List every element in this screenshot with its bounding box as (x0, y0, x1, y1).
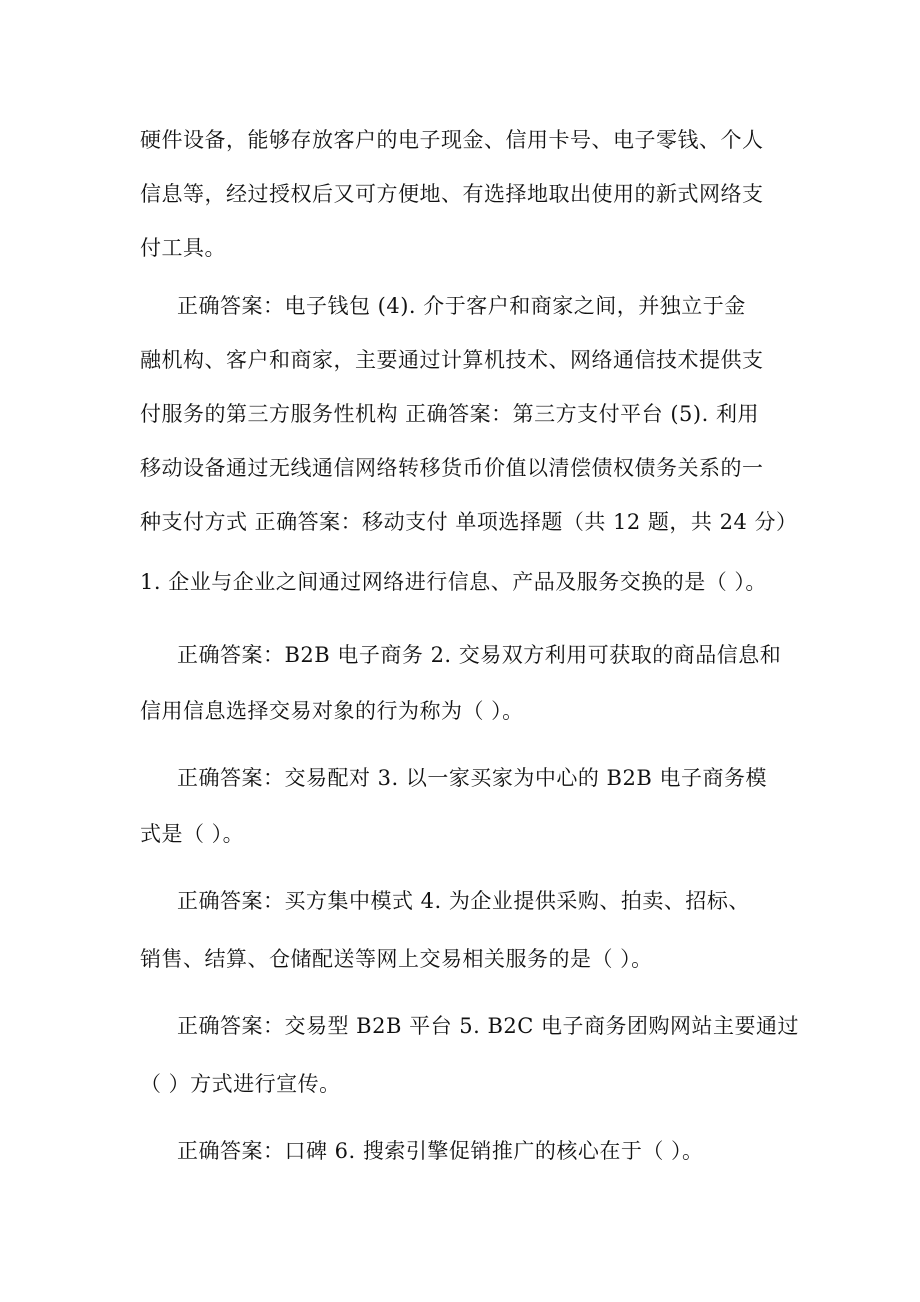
text-line-7: 移动设备通过无线通信网络转移货币价值以清偿债权债务关系的一 (140, 456, 764, 480)
text-line-16: 正确答案：交易型 B2B 平台 5. B2C 电子商务团购网站主要通过 (177, 1014, 799, 1038)
text-line-3: 付工具。 (140, 236, 226, 260)
text-line-1: 硬件设备，能够存放客户的电子现金、信用卡号、电子零钱、个人 (140, 128, 764, 152)
text-line-13: 式是（ ）。 (140, 822, 245, 846)
text-line-12: 正确答案：交易配对 3. 以一家买家为中心的 B2B 电子商务模 (177, 766, 767, 790)
text-line-9: 1. 企业与企业之间通过网络进行信息、产品及服务交换的是（ ）。 (140, 570, 767, 594)
text-line-6: 付服务的第三方服务性机构 正确答案：第三方支付平台 (5). 利用 (140, 402, 759, 426)
text-line-8: 种支付方式 正确答案：移动支付 单项选择题（共 12 题，共 24 分） (140, 510, 798, 534)
text-line-2: 信息等，经过授权后又可方便地、有选择地取出使用的新式网络支 (140, 182, 764, 206)
text-line-17: （ ）方式进行宣传。 (140, 1072, 341, 1096)
text-line-5: 融机构、客户和商家，主要通过计算机技术、网络通信技术提供支 (140, 348, 764, 372)
text-line-4: 正确答案：电子钱包 (4). 介于客户和商家之间，并独立于金 (177, 294, 746, 318)
text-line-10: 正确答案：B2B 电子商务 2. 交易双方利用可获取的商品信息和 (177, 643, 782, 667)
text-line-15: 销售、结算、仓储配送等网上交易相关服务的是（ ）。 (140, 947, 653, 971)
text-line-14: 正确答案：买方集中模式 4. 为企业提供采购、拍卖、招标、 (177, 889, 750, 913)
text-line-18: 正确答案：口碑 6. 搜索引擎促销推广的核心在于（ ）。 (177, 1139, 704, 1163)
text-line-11: 信用信息选择交易对象的行为称为（ ）。 (140, 699, 524, 723)
